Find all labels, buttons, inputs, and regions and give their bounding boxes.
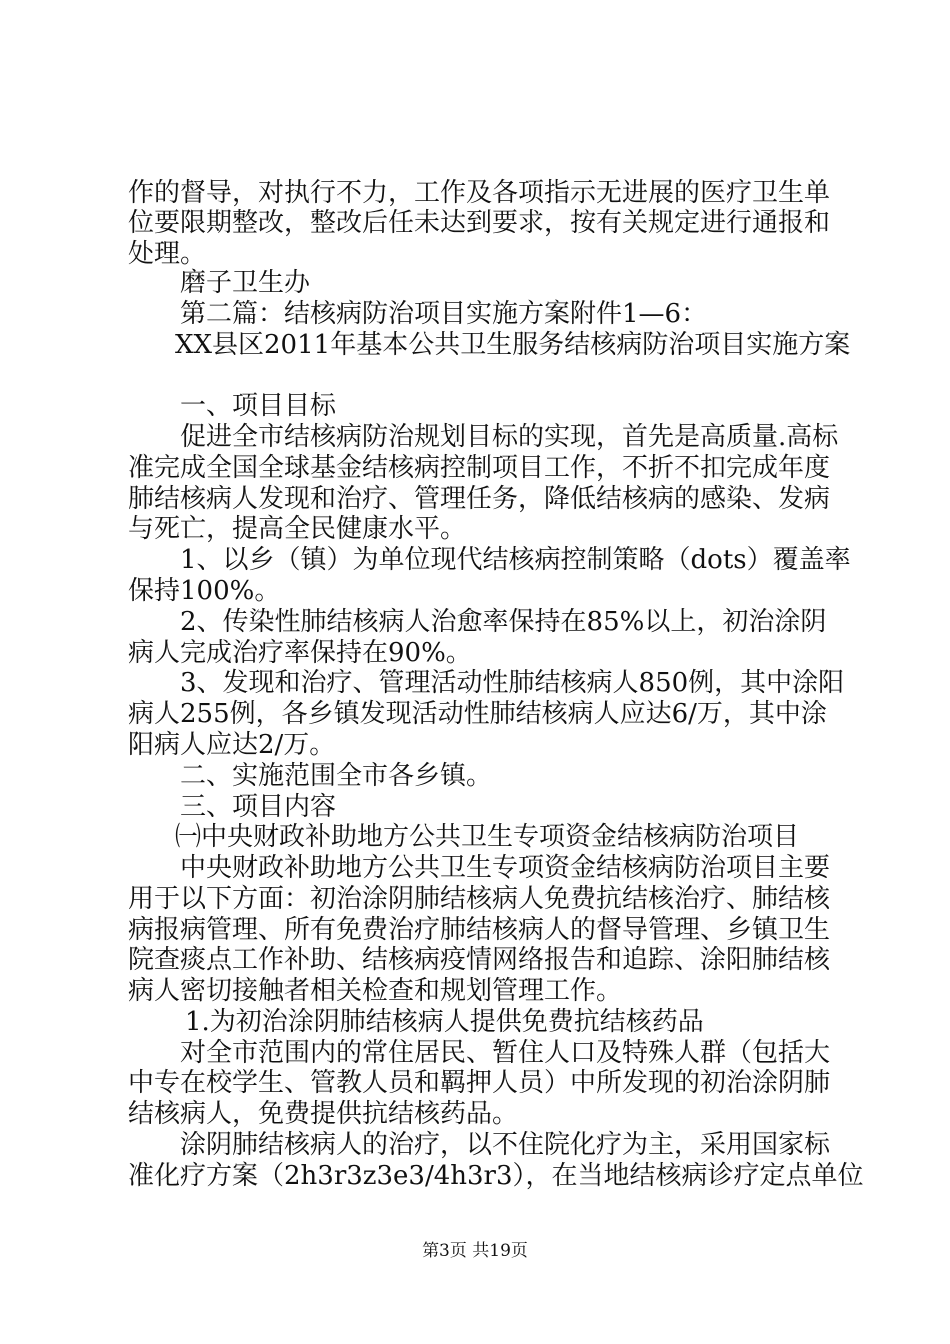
text-line: 中央财政补助地方公共卫生专项资金结核病防治项目主要: [180, 853, 831, 883]
text-line: 结核病人，免费提供抗结核药品。: [128, 1099, 519, 1129]
text-line: 中专在校学生、管教人员和羁押人员）中所发现的初治涂阴肺: [128, 1068, 831, 1098]
text-line: 位要限期整改，整改后任未达到要求，按有关规定进行通报和: [128, 208, 831, 238]
text-line: 促进全市结核病防治规划目标的实现，首先是高质量.高标: [180, 422, 839, 452]
text-line: 涂阴肺结核病人的治疗，以不住院化疗为主，采用国家标: [180, 1130, 831, 1160]
text-line: 1、以乡（镇）为单位现代结核病控制策略（dots）覆盖率: [180, 545, 851, 575]
heading-project-goals: 一、项目目标: [180, 391, 337, 421]
text-line: 保持100%。: [128, 576, 281, 606]
text-line: 准化疗方案（2h3r3z3e3/4h3r3），在当地结核病诊疗定点单位: [128, 1161, 864, 1191]
text-line: 病人密切接触者相关检查和规划管理工作。: [128, 976, 623, 1006]
text-line: 肺结核病人发现和治疗、管理任务，降低结核病的感染、发病: [128, 484, 831, 514]
text-line: 处理。: [128, 239, 207, 269]
text-line: 病人完成治疗率保持在90%。: [128, 638, 472, 668]
subheading: 1.为初治涂阴肺结核病人提供免费抗结核药品: [185, 1007, 704, 1037]
text-line: 用于以下方面：初治涂阴肺结核病人免费抗结核治疗、肺结核: [128, 884, 831, 914]
text-line: 阳病人应达2/万。: [128, 730, 336, 760]
document-title: XX县区2011年基本公共卫生服务结核病防治项目实施方案: [175, 330, 851, 360]
heading-content: 三、项目内容: [180, 792, 337, 822]
text-line: 准完成全国全球基金结核病控制项目工作，不折不扣完成年度: [128, 453, 831, 483]
section-heading: 第二篇：结核病防治项目实施方案附件1—6：: [180, 299, 708, 329]
text-line: 与死亡，提高全民健康水平。: [128, 514, 467, 544]
text-line: 作的督导，对执行不力，工作及各项指示无进展的医疗卫生单: [128, 178, 831, 208]
text-line: 病报病管理、所有免费治疗肺结核病人的督导管理、乡镇卫生: [128, 915, 831, 945]
subheading: ㈠中央财政补助地方公共卫生专项资金结核病防治项目: [175, 822, 800, 852]
text-line: 病人255例，各乡镇发现活动性肺结核病人应达6/万，其中涂: [128, 699, 827, 729]
text-line: 2、传染性肺结核病人治愈率保持在85%以上，初治涂阴: [180, 607, 827, 637]
signature-line: 磨子卫生办: [180, 268, 311, 298]
page-number-footer: 第3页 共19页: [422, 1241, 528, 1261]
text-line: 院查痰点工作补助、结核病疫情网络报告和追踪、涂阳肺结核: [128, 945, 831, 975]
heading-scope: 二、实施范围全市各乡镇。: [180, 761, 493, 791]
text-line: 对全市范围内的常住居民、暂住人口及特殊人群（包括大: [180, 1038, 831, 1068]
text-line: 3、发现和治疗、管理活动性肺结核病人850例，其中涂阳: [180, 668, 845, 698]
